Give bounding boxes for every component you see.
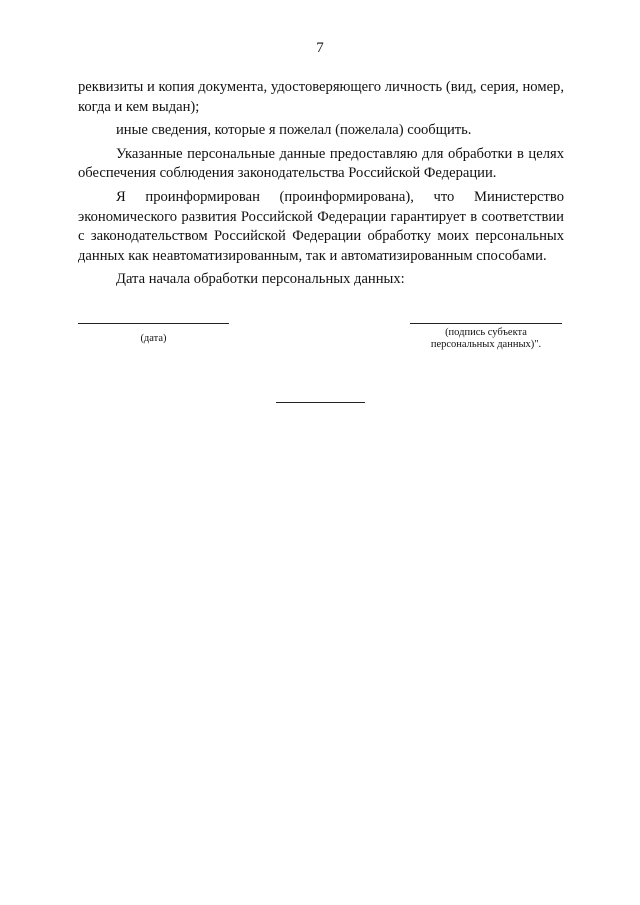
page-number: 7 [316,40,324,56]
paragraph-identity-document: реквизиты и копия документа, удостоверяющего личность (вид, серия, номер, когда и кем выдан); [78,79,564,115]
paragraph-guarantee: Я проинформирован (проинформирована), что Министерство экономического развития Российской Федерации гарантирует в соответствии с законодательством Российской Федерации обработку моих персональных данных как неавтоматизированным, так и автоматизированным способами. [78,188,564,264]
subject-caption-line-2: персональных данных)". [430,339,542,350]
subject-signature-caption [400,327,572,351]
date-signature-line [78,323,229,324]
subject-signature-line [410,323,562,324]
date-caption: (дата) [140,333,167,344]
paragraph-start-date: Дата начала обработки персональных данных: [116,271,405,288]
document-body [78,78,564,290]
paragraph-other-info: иные сведения, которые я пожелал (пожелала) сообщить. [116,122,472,139]
paragraph-purpose: Указанные персональные данные предоставляю для обработки в целях обеспечения соблюдения законодательства Российской Федерации. [78,145,564,182]
subject-caption-line-1: (подпись субъекта [445,327,527,338]
end-separator-line [276,402,365,403]
